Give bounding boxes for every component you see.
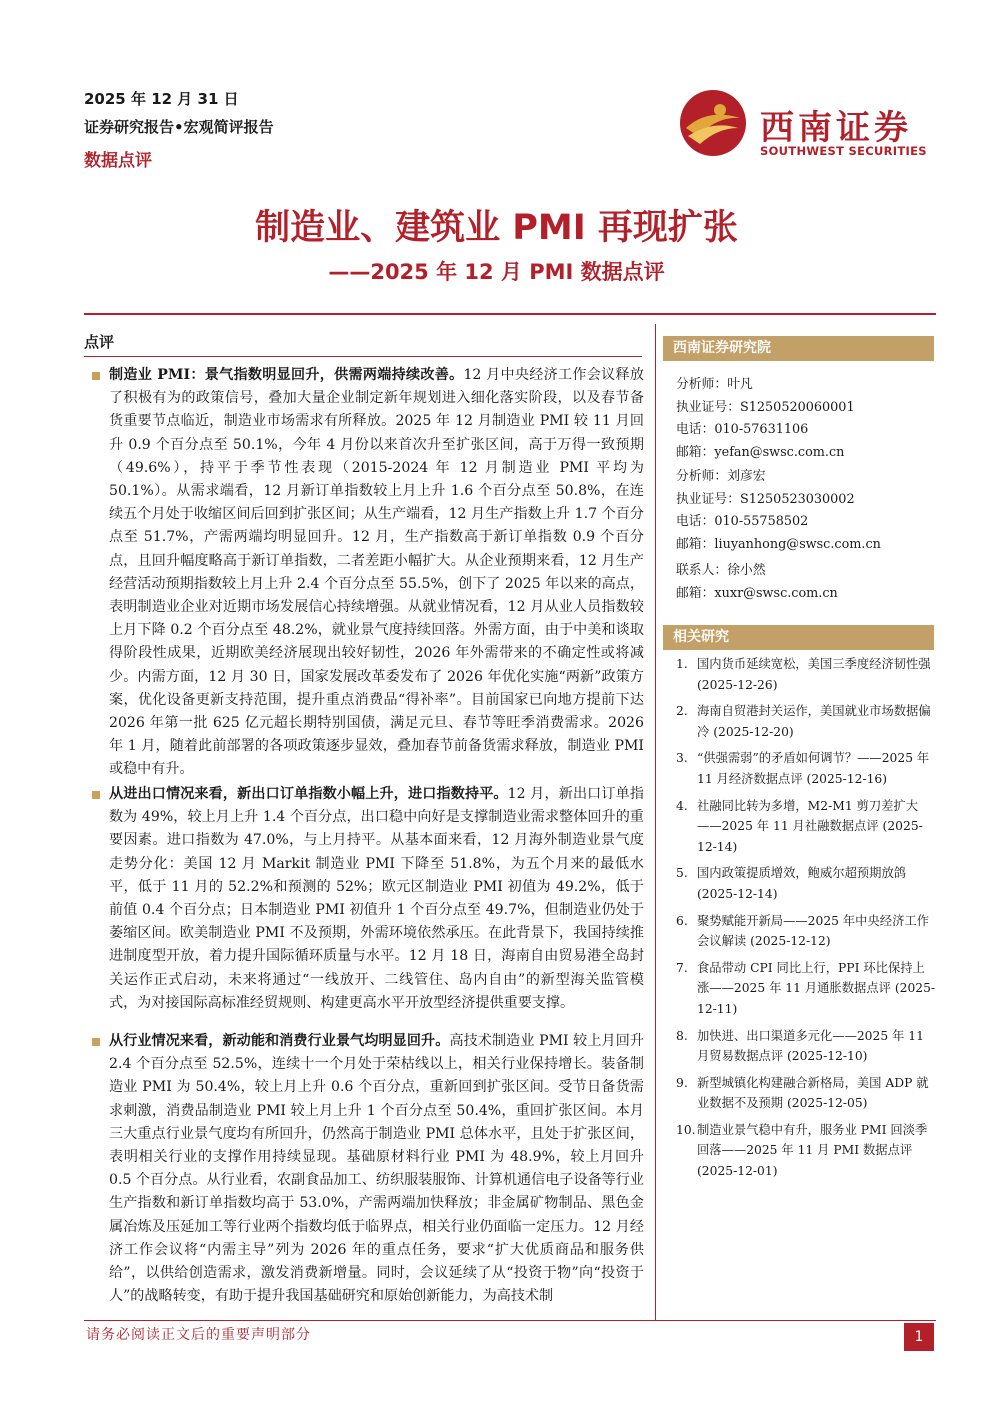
report-category: 数据点评 <box>84 151 152 171</box>
related-item[interactable]: 2. 海南自贸港封关运作，美国就业市场数据偏冷 (2025-12-20) <box>676 704 931 739</box>
analyst-email[interactable]: 邮箱：liuyanhong@swsc.com.cn <box>676 537 881 553</box>
related-item[interactable]: 4. 社融同比转为多增，M2-M1 剪刀差扩大——2025 年 11 月社融数据点评 (2025-12-14) <box>676 798 923 854</box>
related-item[interactable]: 1. 国内货币延续宽松，美国三季度经济韧性强 (2025-12-26) <box>676 657 931 692</box>
related-item[interactable]: 9. 新型城镇化构建融合新格局，美国 ADP 就业数据不及预期 (2025-12-05) <box>676 1075 929 1111</box>
bullet-icon <box>92 372 100 380</box>
bullet-icon <box>92 1038 100 1046</box>
related-item[interactable]: 5. 国内政策提质增效，鲍威尔超预期放鸽 (2025-12-14) <box>676 866 907 901</box>
paragraph-text: 12 月中央经济工作会议释放了积极有为的政策信号，叠加大量企业制定新年规划进入细化落实阶段，以及春节备货重要节点临近，制造业市场需求有所释放。2025 年 12 月制造业 PMI 较 11 月回升 0.9 个百分点至 50.1%，今年 4 月份以来首次升至扩张区间，高于万得一致预期（49.6%），持平于季节性表现（2015-2024 年 12 月制造业 PMI 平均为 50.1%）。从需求端看，12 月新订单指数较上月上升 1.6 个百分点至 50.8%，在连续五个月处于收缩区间后回到扩张区间；从生产端看，12 月生产指数上升 1.7 个百分点至 51.7%，产需两端均明显回升。12 月，生产指数高于新订单指数 0.9 个百分点，且回升幅度略高于新订单指数，二者差距小幅扩大。从企业预期来看，12 月生产经营活动预期指数较上月上升 2.4 个百分点至 55.5%，创下了 2025 年以来的高点，表明制造业企业对近期市场发展信心持续增强。从就业情况看，12 月从业人员指数较上月下降 0.2 个百分点至 48.2%，就业景气度持续回落。外需方面，由于中美和谈取得阶段性成果，近期欧美经济展现出较好韧性，2026 年外需带来的不确定性或将减少。内需方面，12 月 30 日，国家发展改革委发布了 2026 年优化实施“两新”政策方案，优化设备更新支持范围，提升重点消费品“得补率”。目前国家已向地方提前下达 2026 年第一批 625 亿元超长期特别国债，满足元旦、春节等旺季消费需求。2026 年 1 月，随着此前部署的各项政策逐步显效，叠加春节前备货需求释放，制造业 PMI 或稳中有升。 <box>109 367 644 778</box>
analyst-cert: 执业证号：S1250520060001 <box>676 399 855 415</box>
analyst-phone: 电话：010-55758502 <box>676 514 809 530</box>
bullet-icon <box>92 791 100 799</box>
header-divider <box>84 313 936 315</box>
paragraph-lead: 从进出口情况来看，新出口订单指数小幅上升，进口指数持平。 <box>109 786 508 802</box>
contact-email[interactable]: 邮箱：xuxr@swsc.com.cn <box>676 585 838 601</box>
contact-block <box>676 560 936 605</box>
section-divider <box>84 356 642 357</box>
paragraph-text: 高技术制造业 PMI 较上月回升 2.4 个百分点至 52.5%，连续十一个月处于荣枯线以上，相关行业保持增长。装备制造业 PMI 为 50.4%，较上月上升 0.6 个百分点，重新回到扩张区间。受节日备货需求刺激，消费品制造业 PMI 较上月上升 1 个百分点至 50.4%，重回扩张区间。本月三大重点行业景气度均有所回升，仍然高于制造业 PMI 总体水平，且处于扩张区间，表明相关行业的支撑作用持续显现。基础原材料行业 PMI 为 48.9%，较上月回升 0.5 个百分点。从行业看，农副食品加工、纺织服装服饰、计算机通信电子设备等行业生产指数和新订单指数均高于 53.0%，产需两端加快释放；非金属矿物制品、黑色金属冶炼及压延加工等行业两个指数均低于临界点，相关行业仍面临一定压力。12 月经济工作会议将“内需主导”列为 2026 年的重点任务，要求“扩大优质商品和服务供给”，以供给创造需求，激发消费新增量。同时，会议延续了从“投资于物”向“投资于人”的战略转变，有助于提升我国基础研究和原始创新能力，为高技术制 <box>109 1033 644 1305</box>
contact-name: 联系人：徐小然 <box>676 563 766 578</box>
footer-disclaimer: 请务必阅读正文后的重要声明部分 <box>86 1327 311 1343</box>
paragraph-trade <box>84 783 644 1015</box>
analyst-email[interactable]: 邮箱：yefan@swsc.com.cn <box>676 445 845 461</box>
paragraph-industry <box>84 1030 644 1308</box>
paragraph-manufacturing <box>84 364 644 782</box>
paragraph-text: 12 月，新出口订单指数为 49%，较上月上升 1.4 个百分点，出口稳中向好是支撑制造业需求整体回升的重要因素。进口指数为 47.0%，与上月持平。从基本面来看，12 月海外制造业景气度走势分化：美国 12 月 Markit 制造业 PMI 下降至 51.8%，为五个月来的最低水平，低于 11 月的 52.2%和预测的 52%；欧元区制造业 PMI 初值为 49.2%，低于前值 0.4 个百分点；日本制造业 PMI 初值升 1 个百分点至 49.7%，但制造业仍处于萎缩区间。欧美制造业 PMI 不及预期，外需环境依然承压。在此背景下，我国持续推进制度型开放，着力提升国际循环质量与水平。12 月 18 日，海南自由贸易港全岛封关运作正式启动，未来将通过“一线放开、二线管住、岛内自由”的新型海关监管模式，为对接国际高标准经贸规则、构建更高水平开放型经济提供重要支撑。 <box>109 786 644 1011</box>
analyst-cert: 执业证号：S1250523030002 <box>676 491 855 507</box>
related-research-header: 相关研究 <box>663 625 934 650</box>
related-research-list <box>676 654 936 1188</box>
analyst-block-2 <box>676 466 936 557</box>
related-item[interactable]: 7. 食品带动 CPI 同比上行，PPI 环比保持上涨——2025 年 11 月通胀数据点评 (2025-12-11) <box>676 960 936 1016</box>
related-item[interactable]: 6. 聚势赋能开新局——2025 年中央经济工作会议解读 (2025-12-12) <box>676 913 929 949</box>
analyst-phone: 电话：010-57631106 <box>676 422 809 438</box>
footer-divider <box>84 1320 936 1321</box>
paragraph-lead: 从行业情况来看，新动能和消费行业景气均明显回升。 <box>109 1033 450 1049</box>
page-title: 制造业、建筑业 PMI 再现扩张 <box>255 208 738 248</box>
report-date: 2025 年 12 月 31 日 <box>84 90 239 108</box>
column-divider <box>655 324 656 1320</box>
page-subtitle: ——2025 年 12 月 PMI 数据点评 <box>328 260 665 284</box>
related-item[interactable]: 3. “供强需弱”的矛盾如何调节？——2025 年 11 月经济数据点评 (2025-12-16) <box>676 751 930 786</box>
analyst-block-1 <box>676 374 936 465</box>
section-label: 点评 <box>84 333 115 351</box>
related-item[interactable]: 8. 加快进、出口渠道多元化——2025 年 11 月贸易数据点评 (2025-12-10) <box>676 1028 924 1064</box>
logo-chinese-text: 西南证券 <box>760 108 912 148</box>
page-number: 1 <box>904 1323 934 1351</box>
related-item[interactable]: 10. 制造业景气稳中有升，服务业 PMI 回淡季回落——2025 年 11 月 PMI 数据点评 (2025-12-01) <box>676 1122 928 1179</box>
logo-english-text: SOUTHWEST SECURITIES <box>760 144 927 158</box>
report-type: 证券研究报告•宏观简评报告 <box>84 118 274 136</box>
analyst-name: 分析师：刘彦宏 <box>676 469 766 484</box>
paragraph-lead: 制造业 PMI：景气指数明显回升，供需两端持续改善。 <box>109 367 464 383</box>
analyst-name: 分析师：叶凡 <box>676 377 753 392</box>
institute-header: 西南证券研究院 <box>663 336 934 361</box>
southwest-logo-icon <box>678 88 748 158</box>
